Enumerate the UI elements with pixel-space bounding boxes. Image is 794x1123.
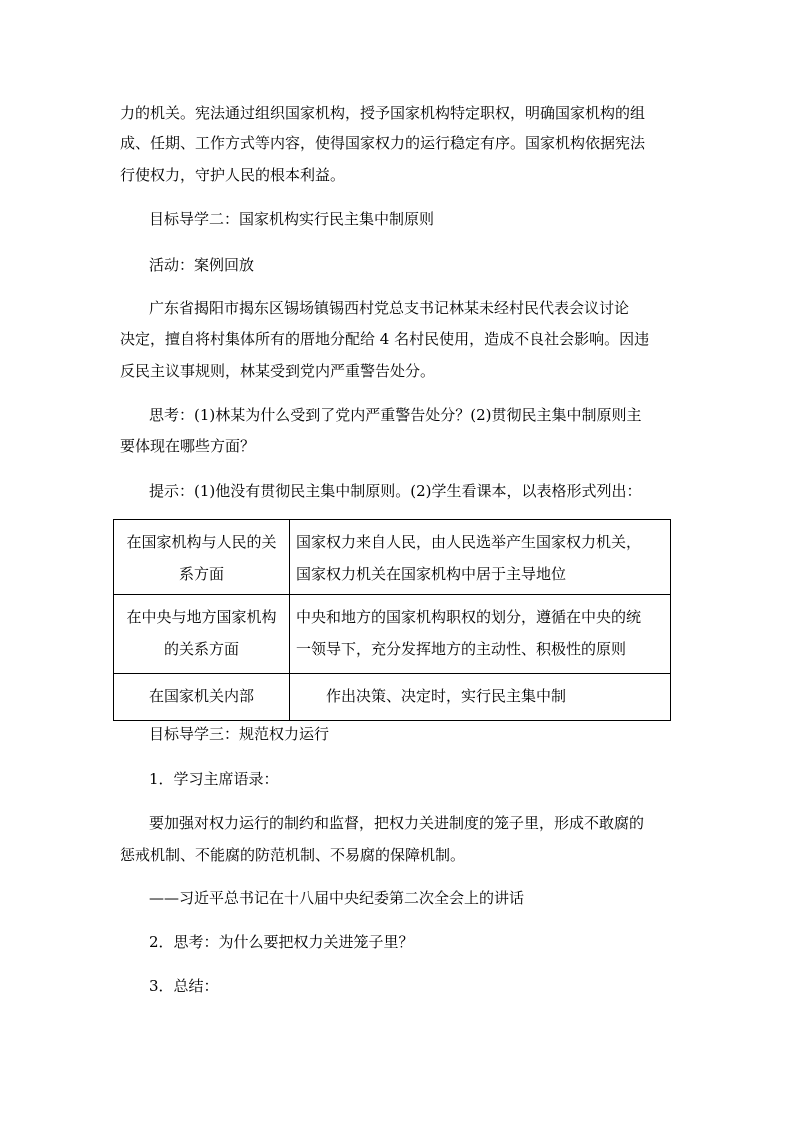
section-heading: 目标导学二：国家机构实行民主集中制原则: [149, 210, 435, 228]
question-line: 思考：(1)林某为什么受到了党内严重警告处分？(2)贯彻民主集中制原则主: [149, 406, 642, 424]
cell-text: 在中央与地方国家机构: [126, 608, 277, 626]
table-cell-aspect: [114, 520, 290, 595]
quote-line: 要加强对权力运行的制约和监督，把权力关进制度的笼子里，形成不敢腐的: [149, 814, 645, 832]
case-line: 决定，擅自将村集体所有的厝地分配给 4 名村民使用，造成不良社会影响。因违: [120, 330, 650, 348]
cell-text: 中央和地方的国家机构职权的划分，遵循在中央的统: [296, 608, 642, 626]
table-cell-aspect: [114, 595, 290, 674]
table-row: [114, 520, 671, 595]
hint-line: 提示：(1)他没有贯彻民主集中制原则。(2)学生看课本，以表格形式列出：: [149, 482, 642, 500]
cell-text: 一领导下，充分发挥地方的主动性、积极性的原则: [296, 640, 627, 658]
summary-table: [113, 519, 671, 721]
cell-text: 的关系方面: [163, 640, 239, 658]
quote-line: 惩戒机制、不能腐的防范机制、不易腐的保障机制。: [120, 846, 466, 864]
list-item: 2．思考：为什么要把权力关进笼子里？: [149, 933, 414, 951]
table-cell-content: [290, 595, 671, 674]
cell-text: 在国家机关内部: [148, 687, 254, 705]
paragraph-line: 成、任期、工作方式等内容，使得国家权力的运行稳定有序。国家机构依据宪法: [120, 134, 646, 152]
question-line: 要体现在哪些方面？: [120, 437, 256, 455]
section-heading: 目标导学三：规范权力运行: [149, 725, 330, 743]
cell-text: 国家权力来自人民，由人民选举产生国家权力机关，: [296, 533, 642, 551]
table-cell-aspect: [114, 674, 290, 721]
activity-label: 活动：案例回放: [149, 256, 255, 274]
table-row: [114, 674, 671, 721]
case-line: 广东省揭阳市揭东区锡场镇锡西村党总支书记林某未经村民代表会议讨论: [149, 299, 630, 317]
table-row: [114, 595, 671, 674]
cell-text: 国家权力机关在国家机构中居于主导地位: [296, 565, 567, 583]
cell-text: 作出决策、决定时，实行民主集中制: [326, 687, 567, 705]
list-item: 1．学习主席语录：: [149, 770, 279, 788]
list-item: 3．总结：: [149, 977, 219, 995]
cell-text: 在国家机构与人民的关: [126, 533, 277, 551]
paragraph-line: 力的机关。宪法通过组织国家机构，授予国家机构特定职权，明确国家机构的组: [120, 104, 646, 122]
case-line: 反民主议事规则，林某受到党内严重警告处分。: [120, 362, 436, 380]
table-cell-content: [290, 520, 671, 595]
quote-source: ——习近平总书记在十八届中央纪委第二次全会上的讲话: [149, 889, 525, 907]
paragraph-line: 行使权力，守护人民的根本利益。: [120, 166, 346, 184]
cell-text: 系方面: [178, 565, 224, 583]
table-cell-content: [290, 674, 671, 721]
